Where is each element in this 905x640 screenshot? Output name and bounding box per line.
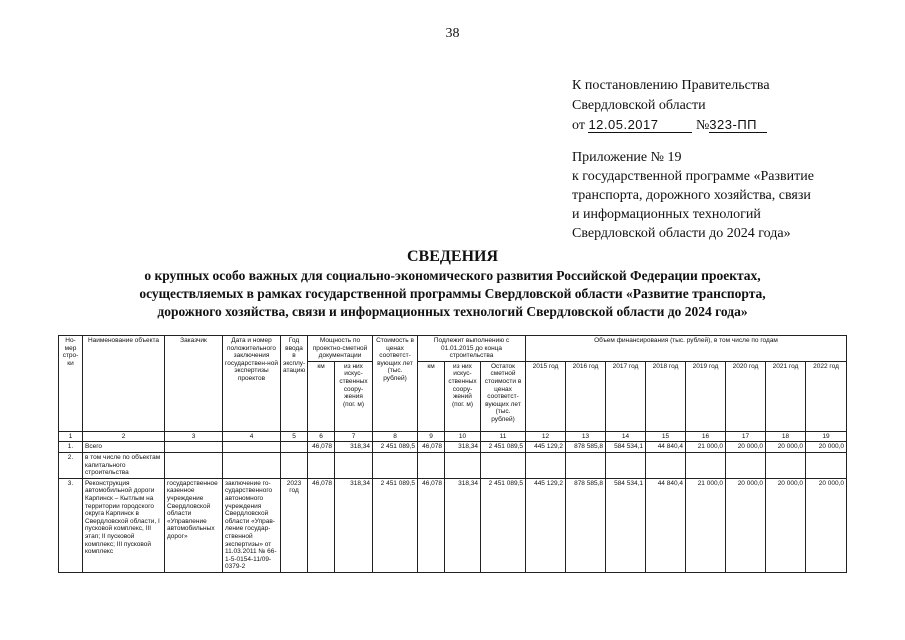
funding-2019: 21 000,0 bbox=[686, 478, 726, 572]
funding-2016: 878 585,8 bbox=[566, 478, 606, 572]
header-object-name: Наименование объекта bbox=[83, 336, 165, 432]
customer bbox=[165, 442, 223, 453]
cost bbox=[373, 452, 418, 478]
document-subtitle bbox=[60, 267, 845, 321]
remaining-artificial: 318,34 bbox=[445, 478, 481, 572]
header-year-2022: 2022 год bbox=[806, 361, 847, 431]
column-index: 1 bbox=[59, 431, 83, 442]
column-index: 17 bbox=[726, 431, 766, 442]
column-index: 9 bbox=[418, 431, 445, 442]
funding-2018: 44 840,4 bbox=[646, 478, 686, 572]
object-name: в том числе по объектам капитального строительства bbox=[83, 452, 165, 478]
subtitle-line-2: осуществляемых в рамках государственной программы Свердловской области «Развитие транспорта, bbox=[139, 286, 766, 301]
object-name: Реконструкция автомобильной дороги Карпинск – Кытлым на территории городского округа Карпинск в Свердловской области, I пусковой комплекс, III этап; II пусковой комплекс; III пусковой комплекс bbox=[83, 478, 165, 572]
remaining-artificial bbox=[445, 452, 481, 478]
column-index: 18 bbox=[766, 431, 806, 442]
subtitle-line-3: дорожного хозяйства, связи и информационных технологий Свердловской области до 2024 года» bbox=[157, 304, 748, 319]
header-expertise: Дата и номер положительного заключения государствен-ной экспертизы проектов bbox=[223, 336, 281, 432]
column-index: 13 bbox=[566, 431, 606, 442]
cost: 2 451 089,5 bbox=[373, 478, 418, 572]
header-remaining-km: км bbox=[418, 361, 445, 431]
header-year-2021: 2021 год bbox=[766, 361, 806, 431]
header-year-2020: 2020 год bbox=[726, 361, 766, 431]
funding-2020: 20 000,0 bbox=[726, 478, 766, 572]
customer: государственное казенное учреждение Свердловской области «Управление автомобильных дорог» bbox=[165, 478, 223, 572]
commission-year bbox=[281, 442, 308, 453]
remaining-artificial: 318,34 bbox=[445, 442, 481, 453]
remaining-km: 46,078 bbox=[418, 478, 445, 572]
header-cost: Стоимость в ценах соответст-вующих лет (тыс. рублей) bbox=[373, 336, 418, 432]
table-row bbox=[59, 452, 847, 478]
decree-date: 12.05.2017 bbox=[588, 117, 692, 133]
column-index: 2 bbox=[83, 431, 165, 442]
header-remaining-artificial: из них искус-ственных соору-жений (пог. м) bbox=[445, 361, 481, 431]
appendix-line-3: транспорта, дорожного хозяйства, связи bbox=[572, 188, 811, 203]
object-name: Всего bbox=[83, 442, 165, 453]
decree-line-1: К постановлению Правительства bbox=[572, 78, 770, 93]
funding-2021 bbox=[766, 452, 806, 478]
row-num: 2. bbox=[59, 452, 83, 478]
decree-block bbox=[572, 76, 770, 136]
column-index: 7 bbox=[335, 431, 373, 442]
funding-2015 bbox=[526, 452, 566, 478]
funding-2016 bbox=[566, 452, 606, 478]
expertise bbox=[223, 452, 281, 478]
cost: 2 451 089,5 bbox=[373, 442, 418, 453]
remaining-cost bbox=[481, 452, 526, 478]
header-year: Год ввода в эксплу-атацию bbox=[281, 336, 308, 432]
table-row bbox=[59, 478, 847, 572]
column-index: 8 bbox=[373, 431, 418, 442]
subtitle-line-1: о крупных особо важных для социально-экономического развития Российской Федерации проектах, bbox=[144, 268, 761, 283]
header-year-2015: 2015 год bbox=[526, 361, 566, 431]
header-year-2016: 2016 год bbox=[566, 361, 606, 431]
column-index: 12 bbox=[526, 431, 566, 442]
capacity-artificial: 318,34 bbox=[335, 478, 373, 572]
funding-2022: 20 000,0 bbox=[806, 442, 847, 453]
remaining-km bbox=[418, 452, 445, 478]
decree-number-sign: № bbox=[695, 118, 710, 133]
appendix-line-1: Приложение № 19 bbox=[572, 150, 682, 165]
funding-2017 bbox=[606, 452, 646, 478]
appendix-line-5: Свердловской области до 2024 года» bbox=[572, 226, 791, 241]
header-year-2017: 2017 год bbox=[606, 361, 646, 431]
funding-2016: 878 585,8 bbox=[566, 442, 606, 453]
document-title: СВЕДЕНИЯ bbox=[406, 248, 499, 265]
capacity-km bbox=[308, 452, 335, 478]
column-index: 14 bbox=[606, 431, 646, 442]
header-capacity-group: Мощность по проектно-сметной документации bbox=[308, 336, 373, 362]
funding-2019: 21 000,0 bbox=[686, 442, 726, 453]
funding-2020 bbox=[726, 452, 766, 478]
funding-2021: 20 000,0 bbox=[766, 478, 806, 572]
capacity-artificial bbox=[335, 452, 373, 478]
decree-number: 323-ПП bbox=[709, 117, 767, 133]
row-num: 3. bbox=[59, 478, 83, 572]
column-index: 19 bbox=[806, 431, 847, 442]
column-index: 6 bbox=[308, 431, 335, 442]
header-remaining-cost: Остаток сметной стоимости в ценах соответст-вующих лет (тыс. рублей) bbox=[481, 361, 526, 431]
column-index: 11 bbox=[481, 431, 526, 442]
expertise: заключение го-сударственного автономного учреждения Свердловской области «Управ-ление государ-ственной экспертизы» от 11.03.2011 № 66-1-5-0154-11/09-0379-2 bbox=[223, 478, 281, 572]
funding-2015: 445 129,2 bbox=[526, 478, 566, 572]
decree-prefix: от bbox=[572, 118, 585, 133]
funding-2020: 20 000,0 bbox=[726, 442, 766, 453]
header-year-2018: 2018 год bbox=[646, 361, 686, 431]
remaining-km: 46,078 bbox=[418, 442, 445, 453]
decree-date-line bbox=[572, 116, 770, 136]
header-funding-group: Объем финансирования (тыс. рублей), в том числе по годам bbox=[526, 336, 847, 362]
funding-2018: 44 840,4 bbox=[646, 442, 686, 453]
funding-2019 bbox=[686, 452, 726, 478]
column-index: 4 bbox=[223, 431, 281, 442]
table-row bbox=[59, 442, 847, 453]
header-customer: Заказчик bbox=[165, 336, 223, 432]
remaining-cost: 2 451 089,5 bbox=[481, 442, 526, 453]
decree-line-2: Свердловской области bbox=[572, 98, 706, 113]
funding-2017: 584 534,1 bbox=[606, 442, 646, 453]
column-index: 15 bbox=[646, 431, 686, 442]
funding-2021: 20 000,0 bbox=[766, 442, 806, 453]
appendix-line-4: и информационных технологий bbox=[572, 207, 761, 222]
header-row-num: Но-мер стро-ки bbox=[59, 336, 83, 432]
appendix-block bbox=[572, 148, 872, 243]
funding-2018 bbox=[646, 452, 686, 478]
column-index: 5 bbox=[281, 431, 308, 442]
appendix-line-2: к государственной программе «Развитие bbox=[572, 169, 814, 184]
projects-table bbox=[58, 335, 847, 573]
row-num: 1. bbox=[59, 442, 83, 453]
capacity-km: 46,078 bbox=[308, 442, 335, 453]
funding-2022 bbox=[806, 452, 847, 478]
page-number: 38 bbox=[445, 26, 460, 41]
header-remaining-group: Подлежит выполнению с 01.01.2015 до конца строительства bbox=[418, 336, 526, 362]
capacity-km: 46,078 bbox=[308, 478, 335, 572]
header-year-2019: 2019 год bbox=[686, 361, 726, 431]
funding-2015: 445 129,2 bbox=[526, 442, 566, 453]
column-index: 10 bbox=[445, 431, 481, 442]
customer bbox=[165, 452, 223, 478]
funding-2017: 584 534,1 bbox=[606, 478, 646, 572]
funding-2022: 20 000,0 bbox=[806, 478, 847, 572]
expertise bbox=[223, 442, 281, 453]
commission-year: 2023 год bbox=[281, 478, 308, 572]
column-index-row bbox=[59, 431, 847, 442]
header-capacity-km: км bbox=[308, 361, 335, 431]
column-index: 3 bbox=[165, 431, 223, 442]
column-index: 16 bbox=[686, 431, 726, 442]
header-capacity-artificial: из них искус-ственных соору-жения (пог. м) bbox=[335, 361, 373, 431]
capacity-artificial: 318,34 bbox=[335, 442, 373, 453]
commission-year bbox=[281, 452, 308, 478]
remaining-cost: 2 451 089,5 bbox=[481, 478, 526, 572]
